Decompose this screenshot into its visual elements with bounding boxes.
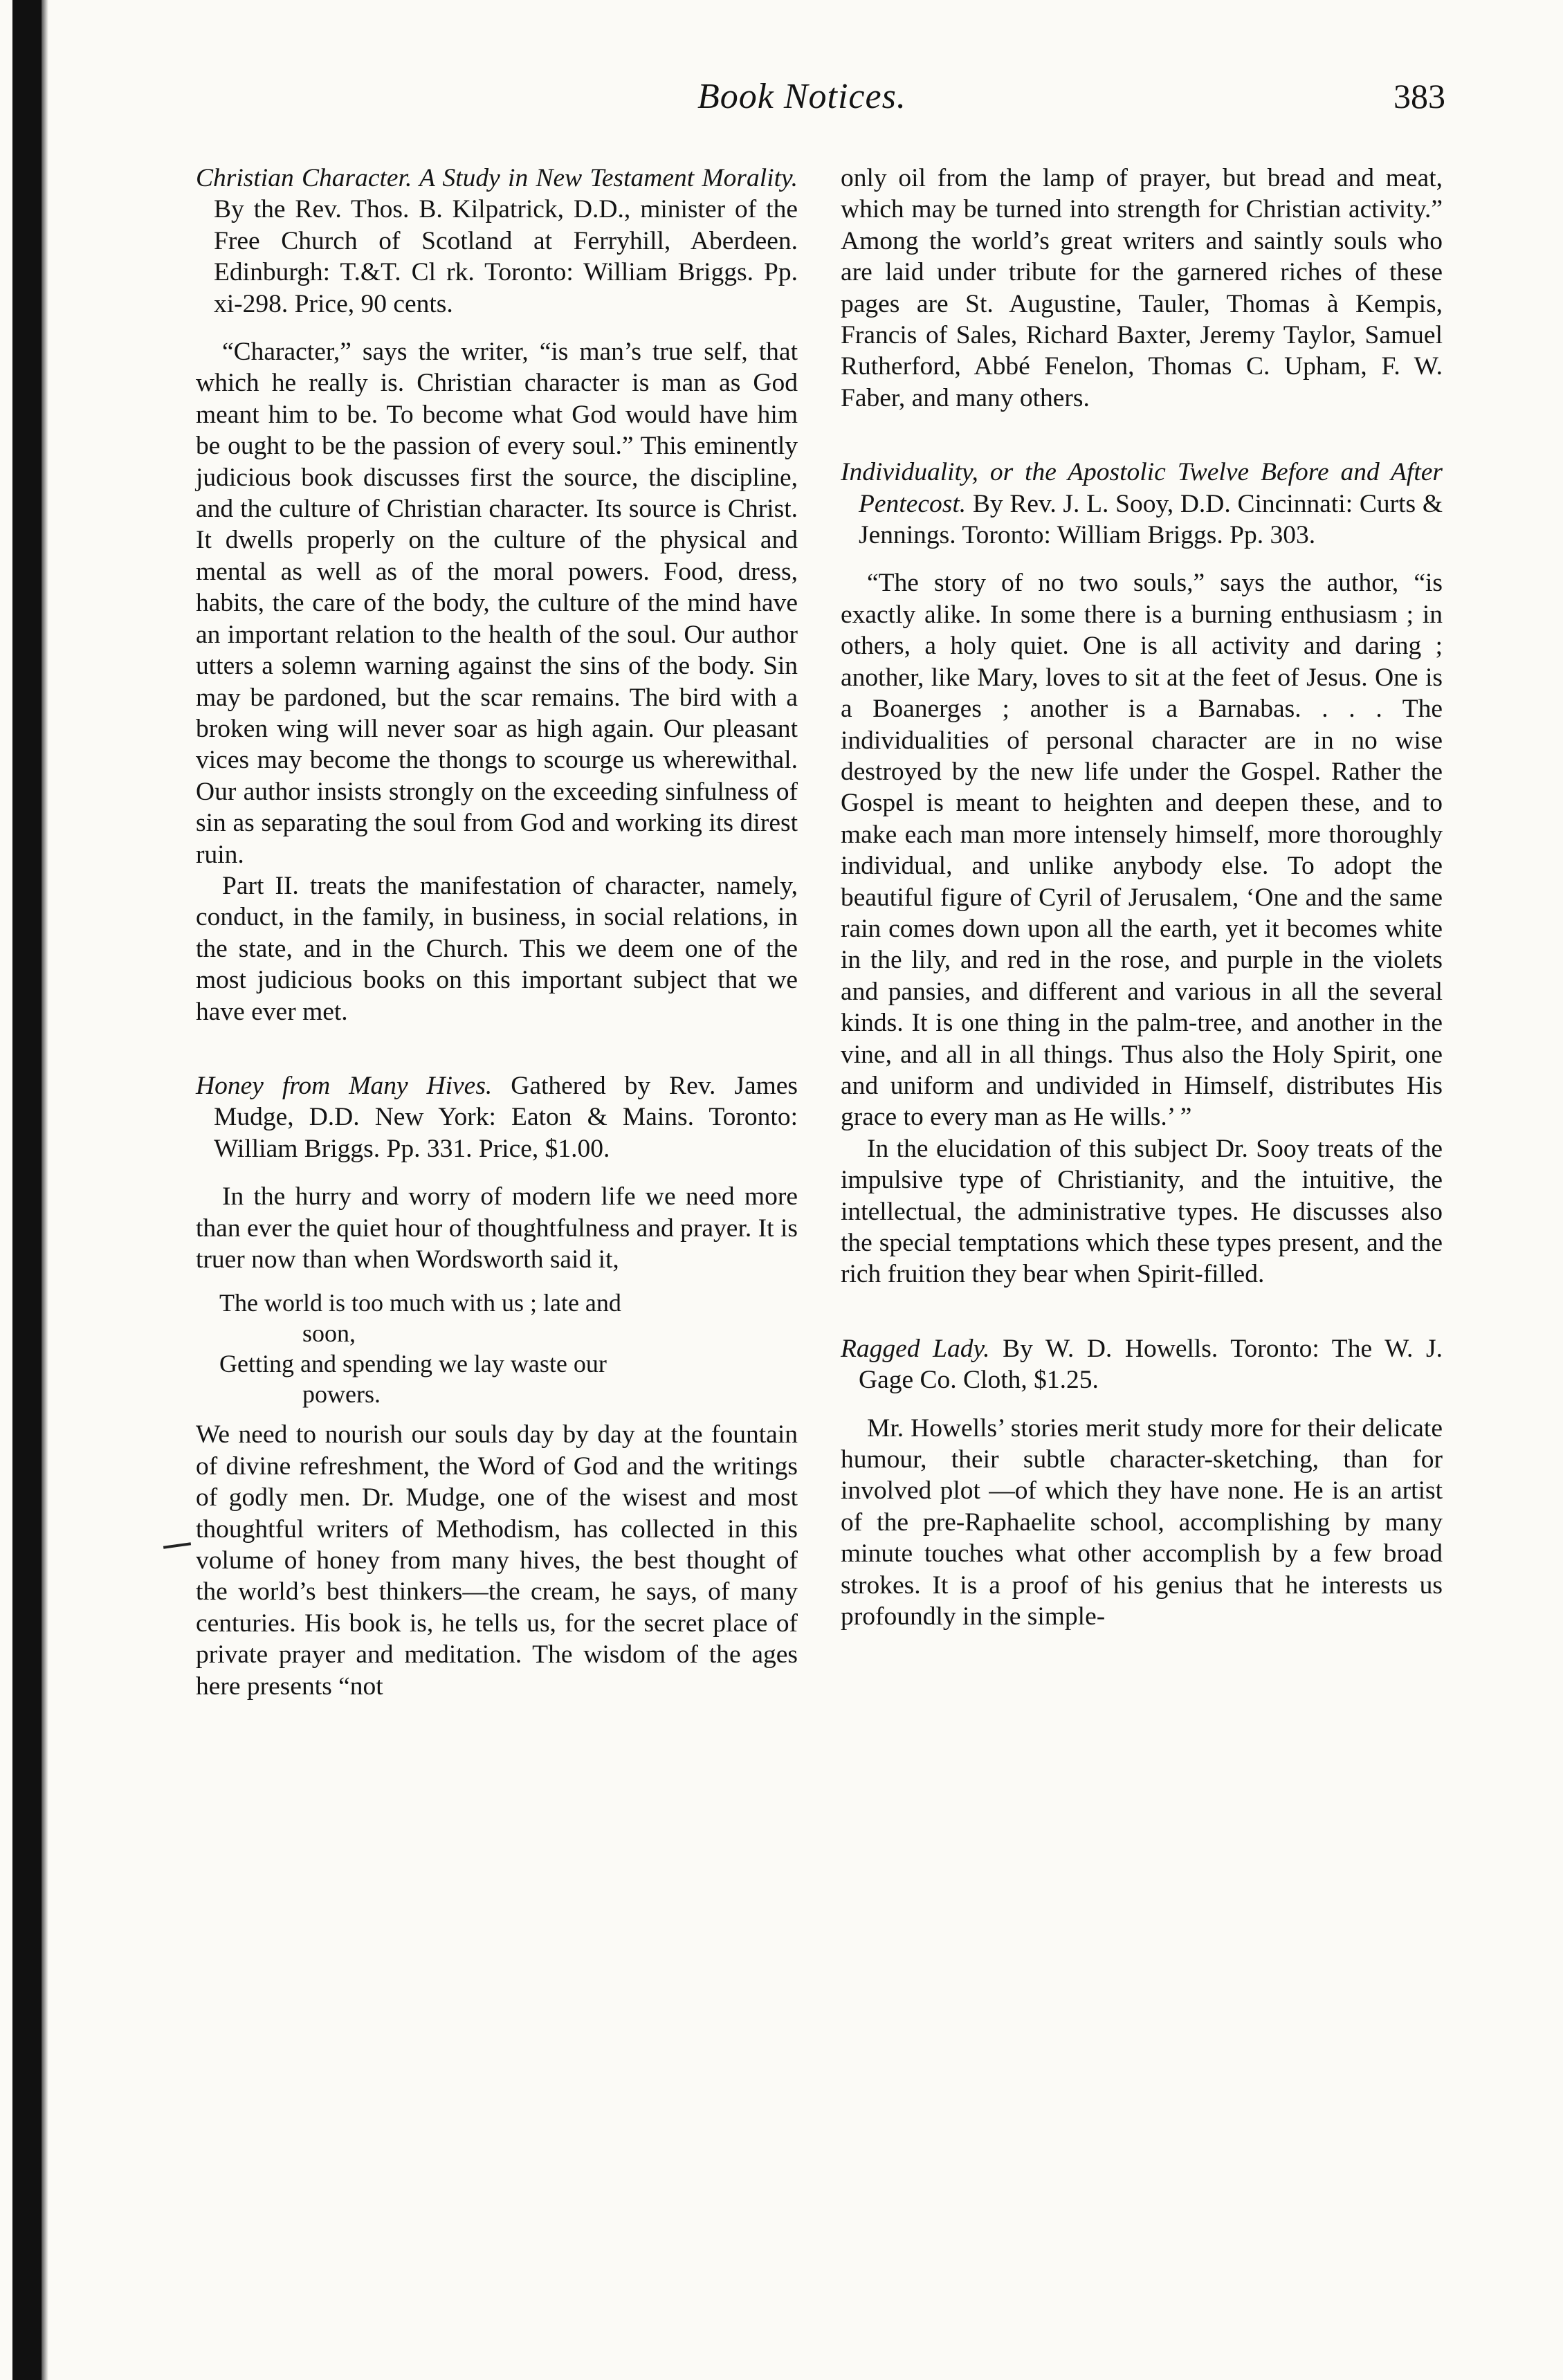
notice-heading: [196, 163, 798, 320]
book-title: Ragged Lady.: [841, 1334, 990, 1363]
notice-heading: [841, 1333, 1443, 1396]
book-byline: By W. D. Howells. Toronto: The W. J. Gage Co. Cloth, $1.25.: [859, 1334, 1443, 1395]
verse-text: soon,: [302, 1319, 356, 1348]
verse-line: [219, 1348, 798, 1409]
review-paragraph: In the hurry and worry of modern life we need more than ever the quiet hour of thoughtfulness and prayer. It is truer now than when Wordsworth said it,: [196, 1182, 798, 1274]
right-column: [841, 163, 1443, 1632]
scan-binding-edge: [12, 0, 42, 2380]
notice-ragged-lady: [841, 1333, 1443, 1633]
notice-individuality: [841, 457, 1443, 1290]
verse-text: The world is too much with us ; late and: [219, 1289, 621, 1317]
book-byline: Gathered by Rev. James Mudge, D.D. New York: Eaton & Mains. Toronto: William Briggs. Pp. 331. Price, $1.00.: [214, 1071, 798, 1163]
verse-text: powers.: [302, 1380, 381, 1409]
page-header: [0, 76, 1563, 131]
review-paragraph: only oil from the lamp of prayer, but bread and meat, which may be turned into strength for Christian activity.” Among the world’s great writers and saintly souls who are laid under tribute for the garnered riches of these pages are St. Augustine, Tauler, Thomas à Kempis, Francis of Sales, Richard Baxter, Jeremy Taylor, Samuel Rutherford, Abbé Fenelon, Thomas C. Upham, F. W. Faber, and many others.: [841, 164, 1443, 412]
review-paragraph: In the elucidation of this subject Dr. Sooy treats of the impulsive type of Christianity, and the intuitive, the intellectual, the administrative types. He discusses also the special temptations which these types present, and the rich fruition they bear when Spirit-filled.: [841, 1134, 1443, 1289]
verse-line: [219, 1288, 798, 1348]
page-number: 383: [1393, 77, 1445, 116]
review-paragraph: Part II. treats the manifestation of character, namely, conduct, in the family, in business, in social relations, in the state, and in the Church. This we deem one of the most judicious books on this important subject that we have ever met.: [196, 871, 798, 1026]
left-column: [196, 163, 798, 1702]
notice-heading: [196, 1070, 798, 1164]
notice-honey-from-many-hives: [196, 1070, 798, 1702]
margin-mark: [163, 1542, 191, 1549]
review-paragraph: “The story of no two souls,” says the author, “is exactly alike. In some there is a burning enthusiasm ; in others, a holy quiet. One is all activity and daring ; another, like Mary, loves to sit at the feet of Jesus. One is a Boanerges ; another is a Barnabas. . . . The individualities of personal character are in no wise destroyed by the new life under the Gospel. Rather the Gospel is meant to heighten and deepen these, and to make each man more intensely himself, more thoroughly individual, and unlike anybody else. To adopt the beautiful figure of Cyril of Jerusalem, ‘One and the same rain comes down upon all the earth, yet it becomes white in the lily, and red in the rose, and purple in the violets and pansies, and different and various in all the several kinds. It is one thing in the palm-tree, and another in the vine, and all in all things. Thus also the Holy Spirit, one and uniform and undivided in Himself, distributes His grace to every man as He wills.’ ”: [841, 569, 1443, 1132]
review-paragraph: Mr. Howells’ stories merit study more for their delicate humour, their subtle character-sketching, than for involved plot —of which they have none. He is an artist of the pre-Raphaelite school, accomplishing by many minute touches what other accomplish by a few broad strokes. It is a proof of his genius that he interests us profoundly in the simple-: [841, 1413, 1443, 1631]
book-byline: By the Rev. Thos. B. Kilpatrick, D.D., minister of the Free Church of Scotland at Ferryhill, Aberdeen. Edinburgh: T.&T. Cl rk. Toronto: William Briggs. Pp. xi-298. Price, 90 cents.: [214, 195, 798, 318]
book-title: Individuality, or the Apostolic Twelve Before and After Pentecost.: [841, 458, 1443, 518]
quoted-verse: [219, 1288, 798, 1409]
book-byline: By Rev. J. L. Sooy, D.D. Cincinnati: Curts & Jennings. Toronto: William Briggs. Pp. 303.: [859, 489, 1443, 550]
book-title: Honey from Many Hives.: [196, 1071, 493, 1100]
notice-heading: [841, 457, 1443, 551]
notice-christian-character: [196, 163, 798, 1027]
review-paragraph: We need to nourish our souls day by day at the fountain of divine refreshment, the Word of God and the writings of godly men. Dr. Mudge, one of the wisest and most thoughtful writers of Methodism, has collected in this volume of honey from many hives, the best thought of the world’s best thinkers—the cream, he says, of many centuries. His book is, he tells us, for the secret place of private prayer and meditation. The wisdom of the ages here presents “not: [196, 1420, 798, 1701]
review-paragraph: “Character,” says the writer, “is man’s true self, that which he really is. Christian character is man as God meant him to be. To become what God would have him be ought to be the passion of every soul.” This eminently judicious book discusses first the source, the discipline, and the culture of Christian character. Its source is Christ. It dwells properly on the culture of the physical and mental as well as of the moral powers. Food, dress, habits, the care of the body, the culture of the mind have an important relation to the health of the soul. Our author utters a solemn warning against the sins of the body. Sin may be pardoned, but the scar remains. The bird with a broken wing will never soar as high again. Our pleasant vices may become the thongs to scourge us wherewithal. Our author insists strongly on the exceeding sinfulness of sin as separating the soul from God and working its direst ruin.: [196, 338, 798, 869]
running-head: Book Notices.: [697, 77, 906, 116]
verse-text: Getting and spending we lay waste our: [219, 1350, 607, 1378]
book-title: Christian Character. A Study in New Testament Morality.: [196, 164, 798, 192]
